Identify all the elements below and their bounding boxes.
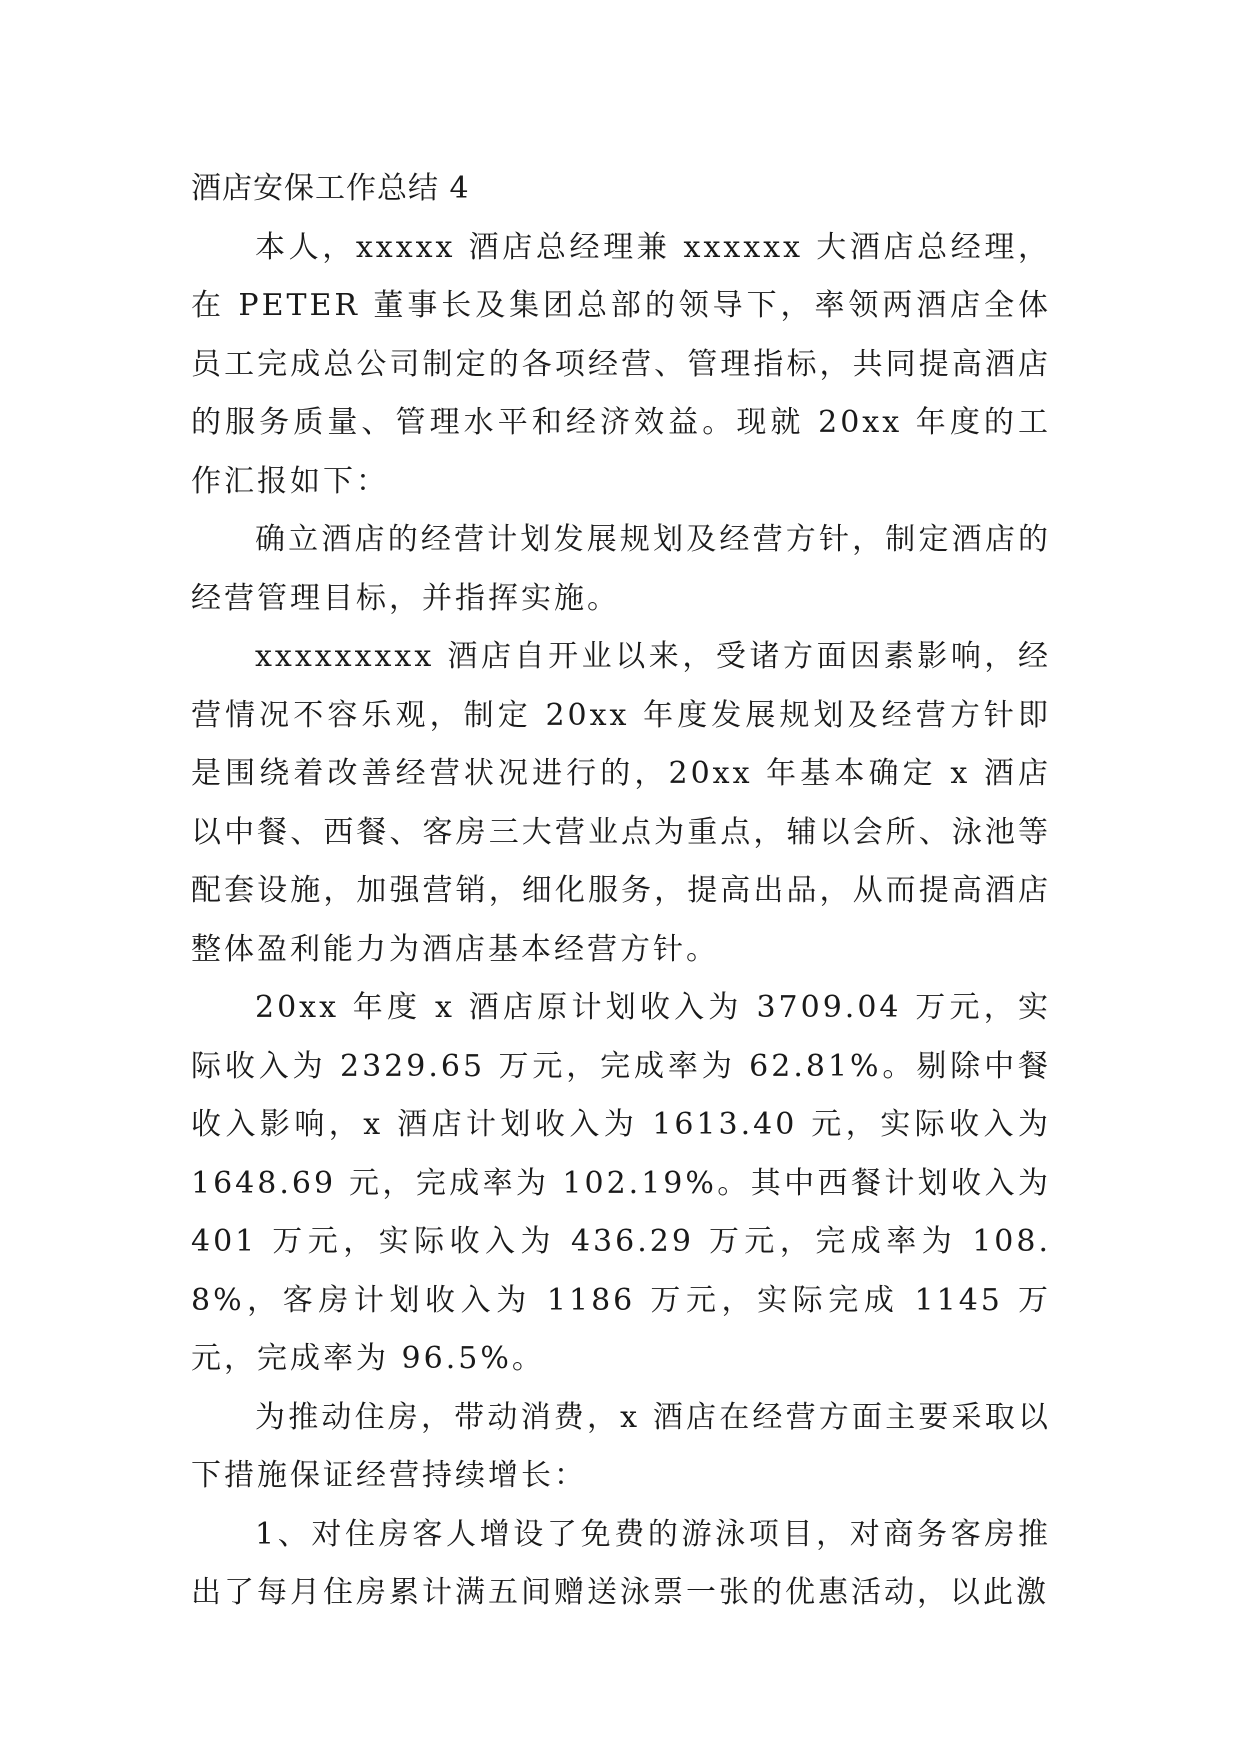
- paragraph-measure-1: 1、对住房客人增设了免费的游泳项目，对商务客房推出了每月住房累计满五间赠送泳票一张的优惠活动，以此激: [191, 1516, 1051, 1610]
- paragraph-revenue: 20xx 年度 x 酒店原计划收入为 3709.04 万元，实际收入为 2329.65 万元，完成率为 62.81%。剔除中餐收入影响，x 酒店计划收入为 1613.40 元，实际收入为 1648.69 元，完成率为 102.19%。其中西餐计划收入为 401 万元，实际收入为 436.29 万元，完成率为 108.8%，客房计划收入为 1186 万元，实际完成 1145 万元，完成率为 96.5%。: [191, 990, 1051, 1376]
- paragraph-intro: 本人，xxxxx 酒店总经理兼 xxxxxx 大酒店总经理，在 PETER 董事长及集团总部的领导下，率领两酒店全体员工完成总公司制定的各项经营、管理指标，共同提高酒店的服务质量、管理水平和经济效益。现就 20xx 年度的工作汇报如下：: [191, 229, 1051, 499]
- document-body: [191, 160, 1051, 1623]
- paragraph-plan: 确立酒店的经营计划发展规划及经营方针，制定酒店的经营管理目标，并指挥实施。: [191, 522, 1051, 616]
- document-title: 酒店安保工作总结 4: [191, 171, 470, 206]
- paragraph-background: xxxxxxxxx 酒店自开业以来，受诸方面因素影响，经营情况不容乐观，制定 20xx 年度发展规划及经营方针即是围绕着改善经营状况进行的，20xx 年基本确定 x 酒店以中餐、西餐、客房三大营业点为重点，辅以会所、泳池等配套设施，加强营销，细化服务，提高出品，从而提高酒店整体盈利能力为酒店基本经营方针。: [191, 639, 1051, 967]
- paragraph-measures: 为推动住房，带动消费，x 酒店在经营方面主要采取以下措施保证经营持续增长：: [191, 1399, 1051, 1493]
